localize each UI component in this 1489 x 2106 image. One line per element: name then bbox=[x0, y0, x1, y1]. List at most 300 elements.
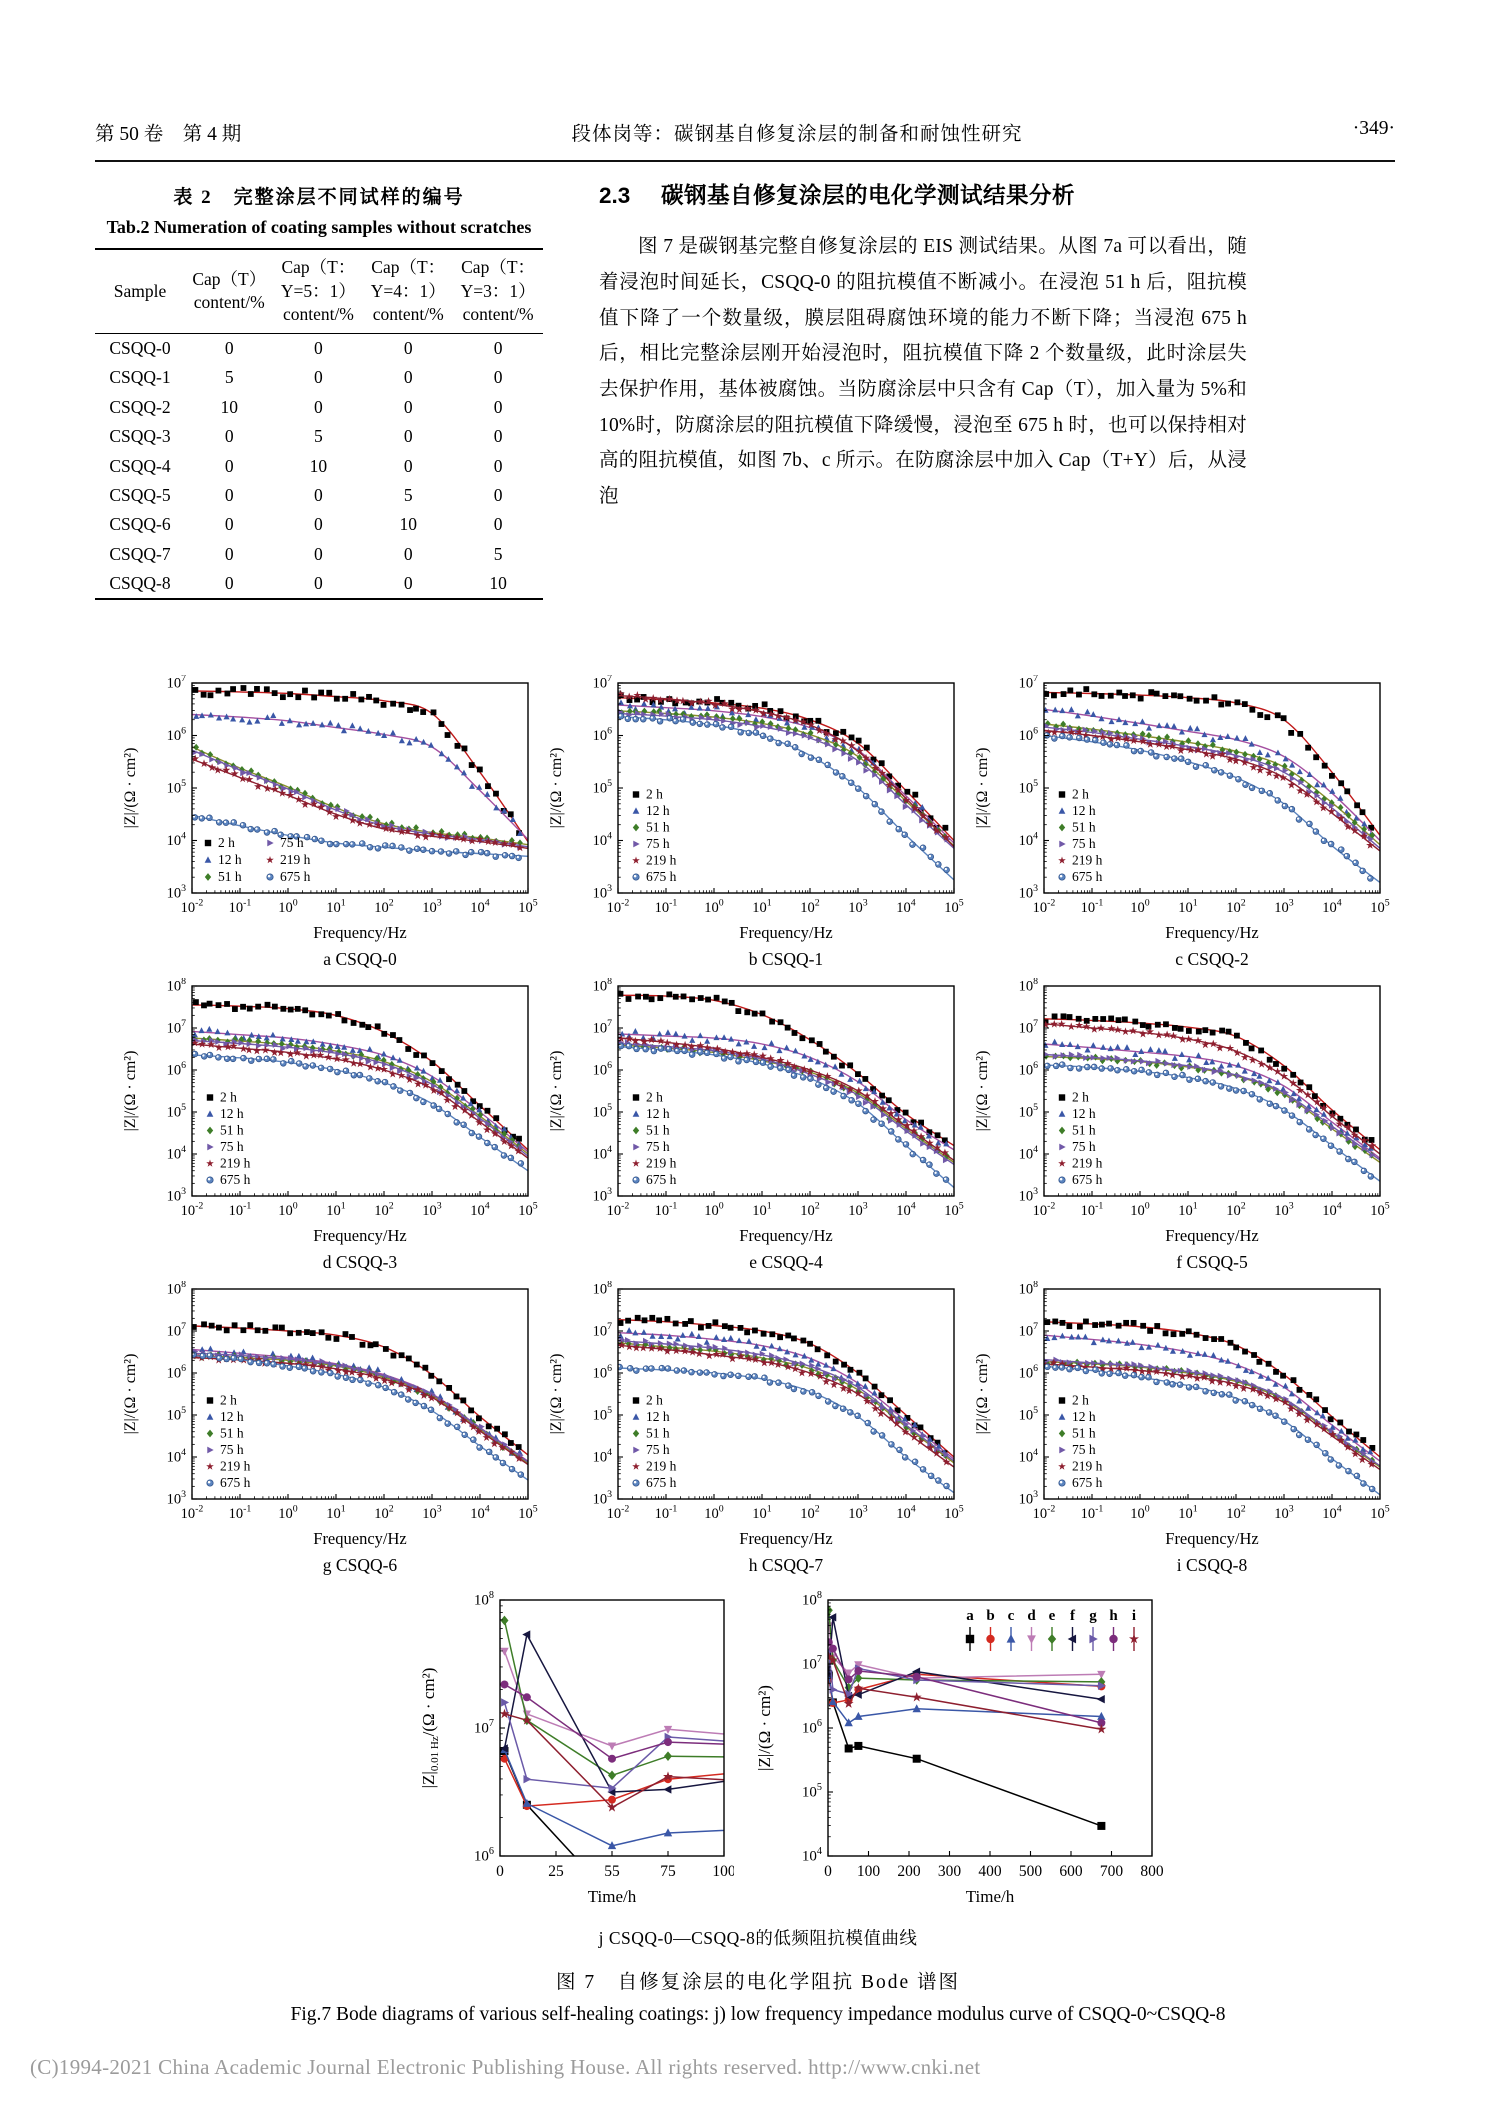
svg-text:75: 75 bbox=[660, 1863, 676, 1880]
bode-plot-e bbox=[544, 978, 968, 1279]
svg-text:10-1: $10^{-1}$ bbox=[654, 1503, 678, 1522]
svg-text:107: $10^7$ bbox=[592, 675, 612, 692]
svg-text:2 h: 2 h bbox=[1072, 1392, 1089, 1408]
svg-text:|Z|/(Ω · cm²): |Z|/(Ω · cm²) bbox=[974, 747, 991, 829]
svg-text:|Z|/(Ω · cm²): |Z|/(Ω · cm²) bbox=[122, 1050, 139, 1132]
svg-text:219 h: 219 h bbox=[1072, 1155, 1103, 1171]
svg-text:106: $10^6$ bbox=[592, 1363, 612, 1382]
svg-text:400: 400 bbox=[978, 1863, 1002, 1880]
table-cell: CSQQ-8 bbox=[109, 573, 171, 594]
svg-text:e CSQQ-4: e CSQQ-4 bbox=[749, 1252, 823, 1272]
subfigure-j-caption: j CSQQ-0—CSQQ-8的低频阻抗模值曲线 bbox=[598, 1928, 918, 1948]
svg-text:12 h: 12 h bbox=[646, 803, 670, 818]
svg-text:75 h: 75 h bbox=[1072, 1442, 1096, 1457]
svg-text:2 h: 2 h bbox=[646, 1089, 663, 1105]
bode-plot-a bbox=[118, 675, 542, 976]
table-row bbox=[95, 393, 543, 422]
table-col-header: Sample bbox=[95, 249, 185, 333]
svg-text:10-2: $10^{-2}$ bbox=[606, 897, 630, 916]
table-cell: 5 bbox=[224, 367, 234, 388]
svg-text:10-1: $10^{-1}$ bbox=[1080, 897, 1104, 916]
svg-text:219 h: 219 h bbox=[646, 852, 677, 868]
running-title: 段体岗等：碳钢基自修复涂层的制备和耐蚀性研究 bbox=[571, 124, 1023, 145]
svg-text:102: $10^2$ bbox=[800, 897, 820, 916]
table-cell: CSQQ-3 bbox=[109, 426, 171, 447]
svg-text:675 h: 675 h bbox=[646, 869, 677, 884]
svg-text:10-2: $10^{-2}$ bbox=[180, 1200, 204, 1219]
svg-text:104: $10^4$ bbox=[592, 1447, 612, 1466]
svg-text:a CSQQ-0: a CSQQ-0 bbox=[323, 949, 397, 969]
table-col-header: Cap（T： Y=3：1） content/% bbox=[453, 249, 543, 333]
svg-text:Time/h: Time/h bbox=[965, 1887, 1015, 1906]
svg-text:0: 0 bbox=[496, 1863, 504, 1880]
svg-text:104: $10^4$ bbox=[1322, 897, 1342, 916]
svg-text:107: $10^7$ bbox=[473, 1718, 494, 1737]
svg-text:51 h: 51 h bbox=[646, 1425, 670, 1441]
table-cell: 0 bbox=[314, 338, 323, 359]
svg-text:e: e bbox=[1048, 1608, 1056, 1624]
svg-text:Frequency/Hz: Frequency/Hz bbox=[1165, 1226, 1259, 1245]
svg-text:100: $10^0$ bbox=[704, 1503, 724, 1522]
svg-text:103: $10^3$ bbox=[848, 1200, 868, 1219]
svg-text:75 h: 75 h bbox=[1072, 836, 1096, 851]
svg-text:108: $10^8$ bbox=[801, 1590, 822, 1609]
svg-text:105: $10^5$ bbox=[801, 1782, 822, 1801]
svg-text:|Z|/(Ω · cm²): |Z|/(Ω · cm²) bbox=[548, 747, 565, 829]
table-cell: 0 bbox=[224, 338, 234, 359]
svg-text:106: $10^6$ bbox=[1018, 1363, 1038, 1382]
table-cell: 0 bbox=[493, 455, 503, 476]
table-cell: 5 bbox=[493, 543, 503, 564]
svg-text:Frequency/Hz: Frequency/Hz bbox=[313, 923, 407, 942]
svg-text:d CSQQ-3: d CSQQ-3 bbox=[322, 1252, 398, 1272]
svg-text:Frequency/Hz: Frequency/Hz bbox=[739, 923, 833, 942]
svg-text:675 h: 675 h bbox=[1072, 1475, 1103, 1490]
svg-text:104: $10^4$ bbox=[801, 1846, 822, 1865]
table-cell: 0 bbox=[493, 484, 503, 505]
svg-text:10-1: $10^{-1}$ bbox=[1080, 1503, 1104, 1522]
svg-text:107: $10^7$ bbox=[801, 1654, 822, 1673]
svg-text:675 h: 675 h bbox=[646, 1172, 677, 1187]
svg-text:Frequency/Hz: Frequency/Hz bbox=[739, 1529, 833, 1548]
table-row bbox=[95, 363, 543, 392]
section-title: 碳钢基自修复涂层的电化学测试结果分析 bbox=[661, 183, 1076, 208]
svg-text:105: $10^5$ bbox=[1370, 1200, 1390, 1219]
svg-text:108: $10^8$ bbox=[592, 1281, 612, 1298]
svg-text:h: h bbox=[1109, 1608, 1118, 1624]
table-cell: 0 bbox=[493, 514, 503, 535]
svg-text:107: $10^7$ bbox=[1018, 1018, 1038, 1037]
svg-text:106: $10^6$ bbox=[592, 1060, 612, 1079]
svg-text:675 h: 675 h bbox=[280, 869, 311, 884]
svg-text:102: $10^2$ bbox=[374, 1200, 394, 1219]
svg-text:Frequency/Hz: Frequency/Hz bbox=[739, 1226, 833, 1245]
table-cell: 0 bbox=[403, 367, 413, 388]
svg-text:103: $10^3$ bbox=[1274, 1503, 1294, 1522]
table-col-header: Cap（T） content/% bbox=[185, 249, 274, 333]
svg-text:675 h: 675 h bbox=[1072, 1172, 1103, 1187]
left-column bbox=[95, 170, 543, 600]
svg-text:75 h: 75 h bbox=[220, 1139, 244, 1154]
svg-text:10-1: $10^{-1}$ bbox=[228, 897, 252, 916]
svg-text:i CSQQ-8: i CSQQ-8 bbox=[1176, 1555, 1248, 1575]
section-heading bbox=[599, 176, 1395, 215]
svg-text:105: $10^5$ bbox=[518, 1503, 538, 1522]
figure-caption-en: Fig.7 Bode diagrams of various self-healing coatings: j) low frequency impedance modulus curve of CSQQ-0~CSQQ-8 bbox=[290, 2004, 1226, 2025]
svg-text:f CSQQ-5: f CSQQ-5 bbox=[1176, 1252, 1248, 1272]
svg-text:12 h: 12 h bbox=[220, 1409, 244, 1424]
svg-text:107: $10^7$ bbox=[1018, 675, 1038, 692]
svg-text:|Z|/(Ω · cm²): |Z|/(Ω · cm²) bbox=[548, 1353, 565, 1435]
table-cell: 0 bbox=[224, 484, 234, 505]
svg-text:106: $10^6$ bbox=[801, 1718, 822, 1737]
table-cell: 0 bbox=[314, 367, 323, 388]
right-column bbox=[599, 170, 1395, 600]
bode-plot-f bbox=[970, 978, 1394, 1279]
table-cell: 0 bbox=[493, 426, 503, 447]
svg-text:i: i bbox=[1131, 1608, 1137, 1624]
svg-text:51 h: 51 h bbox=[646, 1122, 670, 1138]
svg-text:219 h: 219 h bbox=[646, 1458, 677, 1474]
svg-text:104: $10^4$ bbox=[470, 1503, 490, 1522]
svg-text:105: $10^5$ bbox=[944, 1200, 964, 1219]
svg-text:51 h: 51 h bbox=[1072, 1122, 1096, 1138]
table-cell: 0 bbox=[403, 455, 413, 476]
svg-text:105: $10^5$ bbox=[166, 1102, 186, 1121]
svg-text:108: $10^8$ bbox=[1018, 978, 1038, 995]
svg-text:100: $10^0$ bbox=[1130, 1503, 1150, 1522]
svg-text:|Z|/(Ω · cm²): |Z|/(Ω · cm²) bbox=[974, 1050, 991, 1132]
svg-text:105: $10^5$ bbox=[1370, 897, 1390, 916]
bode-plot-d bbox=[118, 978, 542, 1279]
svg-text:Frequency/Hz: Frequency/Hz bbox=[313, 1529, 407, 1548]
svg-text:d: d bbox=[1027, 1608, 1036, 1624]
svg-text:c: c bbox=[1007, 1608, 1015, 1624]
table-cell: 0 bbox=[493, 396, 503, 417]
table-cell: 10 bbox=[399, 514, 417, 535]
svg-text:103: $10^3$ bbox=[592, 1489, 612, 1508]
svg-text:106: $10^6$ bbox=[166, 725, 186, 744]
svg-text:105: $10^5$ bbox=[1370, 1503, 1390, 1522]
svg-text:103: $10^3$ bbox=[1274, 1200, 1294, 1219]
table-cell: 0 bbox=[403, 573, 413, 594]
table-cell: CSQQ-1 bbox=[109, 367, 171, 388]
table-head bbox=[95, 249, 543, 333]
svg-text:107: $10^7$ bbox=[592, 1018, 612, 1037]
table-cell: CSQQ-4 bbox=[109, 455, 171, 476]
svg-text:104: $10^4$ bbox=[1018, 1144, 1038, 1163]
svg-text:106: $10^6$ bbox=[1018, 1060, 1038, 1079]
svg-text:25: 25 bbox=[548, 1863, 564, 1880]
figure-7 bbox=[118, 675, 1398, 2026]
svg-text:108: $10^8$ bbox=[592, 978, 612, 995]
svg-text:75 h: 75 h bbox=[1072, 1139, 1096, 1154]
svg-text:10-2: $10^{-2}$ bbox=[606, 1200, 630, 1219]
svg-text:104: $10^4$ bbox=[896, 1200, 916, 1219]
svg-text:51 h: 51 h bbox=[220, 1122, 244, 1138]
svg-text:100: $10^0$ bbox=[704, 1200, 724, 1219]
svg-text:675 h: 675 h bbox=[220, 1475, 251, 1490]
svg-text:104: $10^4$ bbox=[1322, 1200, 1342, 1219]
svg-text:105: $10^5$ bbox=[592, 1102, 612, 1121]
svg-text:10-2: $10^{-2}$ bbox=[1032, 897, 1056, 916]
table-cell: 0 bbox=[224, 514, 234, 535]
copyright-footer: (C)1994-2021 China Academic Journal Electronic Publishing House. All rights reserved. http://www.cnki.net bbox=[30, 2055, 981, 2079]
svg-text:103: $10^3$ bbox=[166, 883, 186, 902]
svg-text:103: $10^3$ bbox=[422, 1503, 442, 1522]
svg-text:51 h: 51 h bbox=[220, 1425, 244, 1441]
svg-text:104: $10^4$ bbox=[1018, 830, 1038, 849]
two-column-body bbox=[95, 170, 1395, 600]
table-title-cn: 表 2 完整涂层不同试样的编号 bbox=[173, 187, 465, 208]
table-col-header: Cap（T： Y=4：1） content/% bbox=[363, 249, 453, 333]
svg-text:100: $10^0$ bbox=[278, 1200, 298, 1219]
svg-text:104: $10^4$ bbox=[470, 1200, 490, 1219]
table-row bbox=[95, 451, 543, 480]
page-number: ·349· bbox=[1352, 118, 1395, 139]
svg-text:10-2: $10^{-2}$ bbox=[606, 1503, 630, 1522]
svg-text:10-1: $10^{-1}$ bbox=[654, 897, 678, 916]
svg-text:102: $10^2$ bbox=[1226, 897, 1246, 916]
svg-text:104: $10^4$ bbox=[166, 830, 186, 849]
svg-text:51 h: 51 h bbox=[1072, 1425, 1096, 1441]
svg-text:106: $10^6$ bbox=[473, 1846, 494, 1865]
svg-text:101: $10^1$ bbox=[752, 1503, 772, 1522]
svg-text:b CSQQ-1: b CSQQ-1 bbox=[748, 949, 824, 969]
table-row bbox=[95, 510, 543, 539]
svg-text:600: 600 bbox=[1059, 1863, 1083, 1880]
svg-text:104: $10^4$ bbox=[896, 897, 916, 916]
svg-text:g: g bbox=[1089, 1608, 1097, 1624]
svg-text:675 h: 675 h bbox=[646, 1475, 677, 1490]
svg-text:104: $10^4$ bbox=[592, 830, 612, 849]
journal-volume-issue: 第 50 卷 第 4 期 bbox=[95, 124, 242, 145]
table-cell: 0 bbox=[403, 338, 413, 359]
svg-text:12 h: 12 h bbox=[646, 1409, 670, 1424]
bode-plot-g bbox=[118, 1281, 542, 1582]
svg-text:101: $10^1$ bbox=[1178, 1503, 1198, 1522]
svg-text:|Z|/(Ω · cm²): |Z|/(Ω · cm²) bbox=[122, 747, 139, 829]
svg-text:100: $10^0$ bbox=[704, 897, 724, 916]
svg-text:|Z|/(Ω · cm²): |Z|/(Ω · cm²) bbox=[122, 1353, 139, 1435]
svg-text:101: $10^1$ bbox=[752, 1200, 772, 1219]
svg-text:Frequency/Hz: Frequency/Hz bbox=[1165, 1529, 1259, 1548]
svg-text:219 h: 219 h bbox=[280, 852, 311, 867]
svg-text:107: $10^7$ bbox=[592, 1321, 612, 1340]
svg-text:55: 55 bbox=[604, 1863, 620, 1880]
svg-text:51 h: 51 h bbox=[218, 869, 242, 884]
svg-text:10-2: $10^{-2}$ bbox=[180, 1503, 204, 1522]
svg-text:102: $10^2$ bbox=[1226, 1200, 1246, 1219]
svg-text:|Z|/(Ω · cm²): |Z|/(Ω · cm²) bbox=[548, 1050, 565, 1132]
table-row bbox=[95, 481, 543, 510]
table-cell: 0 bbox=[314, 396, 323, 417]
svg-text:100: $10^0$ bbox=[278, 897, 298, 916]
svg-text:2 h: 2 h bbox=[220, 1089, 237, 1105]
svg-text:75 h: 75 h bbox=[280, 835, 304, 850]
coating-samples-table bbox=[95, 248, 543, 600]
svg-text:g CSQQ-6: g CSQQ-6 bbox=[322, 1555, 398, 1575]
svg-text:10-1: $10^{-1}$ bbox=[654, 1200, 678, 1219]
svg-text:10-2: $10^{-2}$ bbox=[1032, 1503, 1056, 1522]
svg-text:107: $10^7$ bbox=[166, 1321, 186, 1340]
svg-text:104: $10^4$ bbox=[592, 1144, 612, 1163]
svg-text:106: $10^6$ bbox=[592, 725, 612, 744]
svg-text:12 h: 12 h bbox=[218, 852, 242, 867]
svg-text:Frequency/Hz: Frequency/Hz bbox=[1165, 923, 1259, 942]
svg-text:700: 700 bbox=[1099, 1863, 1124, 1880]
svg-text:2 h: 2 h bbox=[1072, 786, 1089, 802]
svg-text:10-2: $10^{-2}$ bbox=[1032, 1200, 1056, 1219]
svg-text:106: $10^6$ bbox=[166, 1363, 186, 1382]
svg-text:104: $10^4$ bbox=[470, 897, 490, 916]
svg-text:12 h: 12 h bbox=[1072, 1106, 1096, 1121]
table-cell: 0 bbox=[314, 573, 323, 594]
svg-text:12 h: 12 h bbox=[1072, 803, 1096, 818]
svg-text:105: $10^5$ bbox=[592, 1405, 612, 1424]
svg-text:Frequency/Hz: Frequency/Hz bbox=[313, 1226, 407, 1245]
svg-text:105: $10^5$ bbox=[1018, 778, 1038, 797]
svg-text:103: $10^3$ bbox=[1274, 897, 1294, 916]
svg-text:102: $10^2$ bbox=[374, 1503, 394, 1522]
svg-text:105: $10^5$ bbox=[166, 1405, 186, 1424]
table-cell: 0 bbox=[314, 514, 323, 535]
table-col-header: Cap（T： Y=5：1） content/% bbox=[274, 249, 364, 333]
svg-text:102: $10^2$ bbox=[800, 1503, 820, 1522]
svg-text:107: $10^7$ bbox=[166, 1018, 186, 1037]
bode-grid bbox=[118, 675, 1398, 1582]
svg-text:300: 300 bbox=[937, 1863, 962, 1880]
svg-text:103: $10^3$ bbox=[422, 897, 442, 916]
svg-text:100: $10^0$ bbox=[278, 1503, 298, 1522]
svg-text:106: $10^6$ bbox=[166, 1060, 186, 1079]
svg-text:10-1: $10^{-1}$ bbox=[1080, 1200, 1104, 1219]
table-cell: 10 bbox=[220, 396, 238, 417]
svg-text:102: $10^2$ bbox=[800, 1200, 820, 1219]
svg-text:h CSQQ-7: h CSQQ-7 bbox=[748, 1555, 824, 1575]
svg-text:104: $10^4$ bbox=[896, 1503, 916, 1522]
table-cell: 10 bbox=[489, 573, 507, 594]
svg-text:105: $10^5$ bbox=[518, 1200, 538, 1219]
table-cell: 0 bbox=[224, 573, 234, 594]
svg-text:105: $10^5$ bbox=[1018, 1102, 1038, 1121]
svg-text:75 h: 75 h bbox=[646, 1442, 670, 1457]
svg-text:219 h: 219 h bbox=[1072, 1458, 1103, 1474]
low-freq-plot-short bbox=[414, 1588, 734, 1923]
svg-text:675 h: 675 h bbox=[1072, 869, 1103, 884]
svg-text:10-2: $10^{-2}$ bbox=[180, 897, 204, 916]
svg-text:219 h: 219 h bbox=[220, 1458, 251, 1474]
svg-text:200: 200 bbox=[897, 1863, 921, 1880]
svg-text:51 h: 51 h bbox=[1072, 819, 1096, 835]
svg-text:2 h: 2 h bbox=[646, 1392, 663, 1408]
table-row bbox=[95, 569, 543, 599]
svg-text:103: $10^3$ bbox=[592, 883, 612, 902]
svg-text:108: $10^8$ bbox=[473, 1590, 494, 1609]
svg-text:f: f bbox=[1070, 1608, 1075, 1624]
bode-plot-c bbox=[970, 675, 1394, 976]
table-cell: 10 bbox=[309, 455, 328, 476]
bode-plot-i bbox=[970, 1281, 1394, 1582]
svg-text:103: $10^3$ bbox=[1018, 883, 1038, 902]
svg-text:105: $10^5$ bbox=[518, 897, 538, 916]
svg-text:102: $10^2$ bbox=[1226, 1503, 1246, 1522]
svg-text:107: $10^7$ bbox=[1018, 1321, 1038, 1340]
svg-text:108: $10^8$ bbox=[1018, 1281, 1038, 1298]
svg-text:c CSQQ-2: c CSQQ-2 bbox=[1175, 949, 1249, 969]
table-cell: 0 bbox=[224, 455, 234, 476]
svg-text:103: $10^3$ bbox=[166, 1186, 186, 1205]
svg-text:2 h: 2 h bbox=[646, 786, 663, 802]
svg-text:75 h: 75 h bbox=[646, 836, 670, 851]
table-cell: 0 bbox=[493, 338, 503, 359]
svg-text:103: $10^3$ bbox=[166, 1489, 186, 1508]
svg-text:101: $10^1$ bbox=[1178, 897, 1198, 916]
svg-text:51 h: 51 h bbox=[646, 819, 670, 835]
svg-text:219 h: 219 h bbox=[1072, 852, 1103, 868]
svg-text:12 h: 12 h bbox=[1072, 1409, 1096, 1424]
bode-plot-b bbox=[544, 675, 968, 976]
svg-text:104: $10^4$ bbox=[1018, 1447, 1038, 1466]
svg-text:500: 500 bbox=[1018, 1863, 1043, 1880]
svg-text:675 h: 675 h bbox=[220, 1172, 251, 1187]
table-cell: CSQQ-5 bbox=[109, 484, 171, 505]
low-frequency-row bbox=[414, 1588, 1398, 1923]
svg-text:101: $10^1$ bbox=[326, 1503, 346, 1522]
svg-text:Time/h: Time/h bbox=[587, 1887, 637, 1906]
table-cell: 0 bbox=[224, 426, 234, 447]
table-body bbox=[95, 333, 543, 599]
svg-text:100: 100 bbox=[856, 1863, 881, 1880]
svg-text:100: 100 bbox=[712, 1863, 734, 1880]
svg-text:101: $10^1$ bbox=[1178, 1200, 1198, 1219]
svg-text:2 h: 2 h bbox=[1072, 1089, 1089, 1105]
svg-text:101: $10^1$ bbox=[326, 897, 346, 916]
figure-caption-cn: 图 7 自修复涂层的电化学阻抗 Bode 谱图 bbox=[555, 1972, 961, 1993]
table-cell: 5 bbox=[403, 484, 413, 505]
svg-text:103: $10^3$ bbox=[1018, 1489, 1038, 1508]
svg-text:103: $10^3$ bbox=[422, 1200, 442, 1219]
svg-text:10-1: $10^{-1}$ bbox=[228, 1200, 252, 1219]
svg-text:104: $10^4$ bbox=[166, 1447, 186, 1466]
svg-text:105: $10^5$ bbox=[1018, 1405, 1038, 1424]
bode-plot-h bbox=[544, 1281, 968, 1582]
svg-text:100: $10^0$ bbox=[1130, 897, 1150, 916]
svg-text:108: $10^8$ bbox=[166, 978, 186, 995]
svg-text:101: $10^1$ bbox=[752, 897, 772, 916]
svg-text:103: $10^3$ bbox=[1018, 1186, 1038, 1205]
svg-text:108: $10^8$ bbox=[166, 1281, 186, 1298]
table-cell: 0 bbox=[403, 396, 413, 417]
svg-text:105: $10^5$ bbox=[166, 778, 186, 797]
svg-text:b: b bbox=[986, 1608, 995, 1624]
table-cell: CSQQ-7 bbox=[109, 543, 171, 564]
table-cell: 0 bbox=[314, 543, 323, 564]
table-cell: 0 bbox=[493, 367, 503, 388]
svg-text:102: $10^2$ bbox=[374, 897, 394, 916]
svg-text:|Z|/(Ω · cm²): |Z|/(Ω · cm²) bbox=[974, 1353, 991, 1435]
svg-text:12 h: 12 h bbox=[646, 1106, 670, 1121]
table-cell: 0 bbox=[403, 543, 413, 564]
svg-text:2 h: 2 h bbox=[218, 835, 235, 850]
svg-text:104: $10^4$ bbox=[1322, 1503, 1342, 1522]
svg-text:219 h: 219 h bbox=[646, 1155, 677, 1171]
svg-text:104: $10^4$ bbox=[166, 1144, 186, 1163]
table-cell: CSQQ-6 bbox=[109, 514, 171, 535]
svg-text:2 h: 2 h bbox=[220, 1392, 237, 1408]
svg-text:75 h: 75 h bbox=[646, 1139, 670, 1154]
table-cell: CSQQ-0 bbox=[109, 338, 171, 359]
